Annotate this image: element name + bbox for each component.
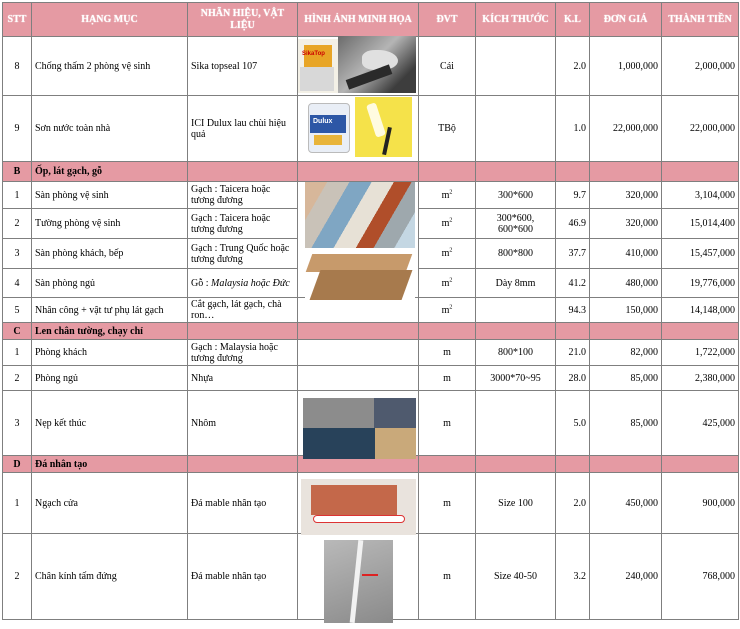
cell-total: 19,776,000 — [662, 269, 739, 298]
cell-unit: $m^2$ — [419, 209, 476, 239]
cell-total: 2,380,000 — [662, 366, 739, 391]
cell-item: Tường phòng vệ sinh — [32, 209, 188, 239]
cell-kl: 41.2 — [556, 269, 590, 298]
cell-stt: 3 — [3, 239, 32, 269]
header-kl: K.L — [556, 3, 590, 37]
tile-samples-image — [305, 182, 415, 248]
header-item: HẠNG MỤC — [32, 3, 188, 37]
cell-item: Ngạch cửa — [32, 473, 188, 534]
cell-brand: Đá mable nhân tạo — [188, 534, 298, 620]
cell-kl: 9.7 — [556, 182, 590, 209]
cell-unit: Cái — [419, 37, 476, 96]
cell-item: Sơn nước toàn nhà — [32, 96, 188, 162]
cell-brand: Cắt gạch, lát gạch, chà ron… — [188, 298, 298, 323]
trim-strip-image — [303, 398, 416, 459]
cell-size — [476, 298, 556, 323]
cell-kl: 2.0 — [556, 473, 590, 534]
cell-brand: Gạch : Malaysia hoặc tương đương — [188, 340, 298, 366]
cell-brand: ICI Dulux lau chùi hiệu quả — [188, 96, 298, 162]
cell-size: Size 100 — [476, 473, 556, 534]
cell-unit: m — [419, 366, 476, 391]
cell-kl: 2.0 — [556, 37, 590, 96]
cell-price: 320,000 — [590, 182, 662, 209]
dulux-paint-bucket-image — [304, 99, 352, 155]
glass-base-image — [324, 540, 393, 623]
cell-item: Chống thấm 2 phòng vệ sinh — [32, 37, 188, 96]
section-row — [3, 162, 739, 182]
waterproofing-photo — [338, 36, 416, 93]
cell-stt: 5 — [3, 298, 32, 323]
cell-stt: 3 — [3, 391, 32, 456]
sika-label: SikaTop — [302, 51, 325, 57]
cell-size: 300*600, 600*600 — [476, 209, 556, 239]
cell-price: 85,000 — [590, 366, 662, 391]
cell-item: Phòng ngủ — [32, 366, 188, 391]
header-unit: ĐVT — [419, 3, 476, 37]
cell-total: 1,722,000 — [662, 340, 739, 366]
section-stt: D — [3, 456, 32, 473]
cell-stt: 2 — [3, 366, 32, 391]
cell-size — [476, 96, 556, 162]
cell-total: 425,000 — [662, 391, 739, 456]
cell-brand: Nhựa — [188, 366, 298, 391]
cell-item: Sàn phòng vệ sinh — [32, 182, 188, 209]
sika-product-image — [298, 39, 338, 93]
cell-item: Chân kính tấm đứng — [32, 534, 188, 620]
cell-price: 82,000 — [590, 340, 662, 366]
cell-kl: 21.0 — [556, 340, 590, 366]
cell-unit: m — [419, 391, 476, 456]
cell-total: 3,104,000 — [662, 182, 739, 209]
cell-price: 150,000 — [590, 298, 662, 323]
cell-unit: $m^2$ — [419, 182, 476, 209]
cell-image — [298, 340, 419, 366]
cell-unit: m — [419, 534, 476, 620]
header-size: KÍCH THƯỚC — [476, 3, 556, 37]
cell-item: Nẹp kết thúc — [32, 391, 188, 456]
cell-item: Phòng khách — [32, 340, 188, 366]
cell-unit: m — [419, 473, 476, 534]
cell-stt: 9 — [3, 96, 32, 162]
cell-price: 22,000,000 — [590, 96, 662, 162]
cell-unit: $m^2$ — [419, 269, 476, 298]
cell-kl: 1.0 — [556, 96, 590, 162]
cell-brand: Gạch : Taicera hoặc tương đương — [188, 182, 298, 209]
wood-floor-image — [305, 250, 415, 307]
cell-stt: 2 — [3, 534, 32, 620]
cell-unit: TBộ — [419, 96, 476, 162]
cell-price: 480,000 — [590, 269, 662, 298]
section-stt: C — [3, 323, 32, 340]
cell-total: 768,000 — [662, 534, 739, 620]
cell-price: 320,000 — [590, 209, 662, 239]
table-row — [3, 340, 739, 366]
cell-item: Sàn phòng khách, bếp — [32, 239, 188, 269]
section-title: Đá nhân tạo — [32, 456, 188, 473]
cell-total: 900,000 — [662, 473, 739, 534]
cell-size: 800*100 — [476, 340, 556, 366]
cell-stt: 8 — [3, 37, 32, 96]
cell-price: 1,000,000 — [590, 37, 662, 96]
cell-brand: Gạch : Trung Quốc hoặc tương đương — [188, 239, 298, 269]
header-stt: STT — [3, 3, 32, 37]
cell-kl: 37.7 — [556, 239, 590, 269]
cell-kl: 3.2 — [556, 534, 590, 620]
door-sill-image — [301, 479, 416, 535]
cell-size: 300*600 — [476, 182, 556, 209]
header-price: ĐƠN GIÁ — [590, 3, 662, 37]
section-title: Ốp, lát gạch, gỗ — [32, 162, 188, 182]
cell-brand: Gỗ : Malaysia hoặc Đức — [188, 269, 298, 298]
dulux-label: Dulux — [313, 118, 333, 125]
cell-brand: Nhôm — [188, 391, 298, 456]
table-row — [3, 366, 739, 391]
cell-unit: $m^2$ — [419, 298, 476, 323]
cell-total: 22,000,000 — [662, 96, 739, 162]
cell-kl: 5.0 — [556, 391, 590, 456]
cell-image — [298, 366, 419, 391]
cell-size: 3000*70~95 — [476, 366, 556, 391]
cell-total: 15,457,000 — [662, 239, 739, 269]
section-stt: B — [3, 162, 32, 182]
cell-kl: 28.0 — [556, 366, 590, 391]
section-title: Len chân tường, chạy chỉ — [32, 323, 188, 340]
cell-item: Sàn phòng ngủ — [32, 269, 188, 298]
cell-stt: 2 — [3, 209, 32, 239]
cell-stt: 4 — [3, 269, 32, 298]
header-image: HÌNH ẢNH MINH HỌA — [298, 3, 419, 37]
section-row — [3, 323, 739, 340]
cell-stt: 1 — [3, 182, 32, 209]
cell-total: 15,014,400 — [662, 209, 739, 239]
cell-total: 14,148,000 — [662, 298, 739, 323]
cell-unit: $m^2$ — [419, 239, 476, 269]
cell-brand: Sika topseal 107 — [188, 37, 298, 96]
cell-item: Nhân công + vật tư phụ lát gạch — [32, 298, 188, 323]
cell-stt: 1 — [3, 473, 32, 534]
cell-size: Dày 8mm — [476, 269, 556, 298]
cell-size — [476, 391, 556, 456]
cell-size — [476, 37, 556, 96]
cell-total: 2,000,000 — [662, 37, 739, 96]
header-brand: NHÃN HIỆU, VẬT LIỆU — [188, 3, 298, 37]
cell-price: 450,000 — [590, 473, 662, 534]
cell-brand: Đá mable nhân tạo — [188, 473, 298, 534]
cell-kl: 46.9 — [556, 209, 590, 239]
paint-roller-image — [355, 97, 412, 157]
cell-size: 800*800 — [476, 239, 556, 269]
cell-stt: 1 — [3, 340, 32, 366]
cell-kl: 94.3 — [556, 298, 590, 323]
header-row — [3, 3, 739, 37]
header-total: THÀNH TIỀN — [662, 3, 739, 37]
cell-price: 240,000 — [590, 534, 662, 620]
cell-price: 410,000 — [590, 239, 662, 269]
cell-brand: Gạch : Taicera hoặc tương đương — [188, 209, 298, 239]
cell-price: 85,000 — [590, 391, 662, 456]
cell-size: Size 40-50 — [476, 534, 556, 620]
cell-unit: m — [419, 340, 476, 366]
